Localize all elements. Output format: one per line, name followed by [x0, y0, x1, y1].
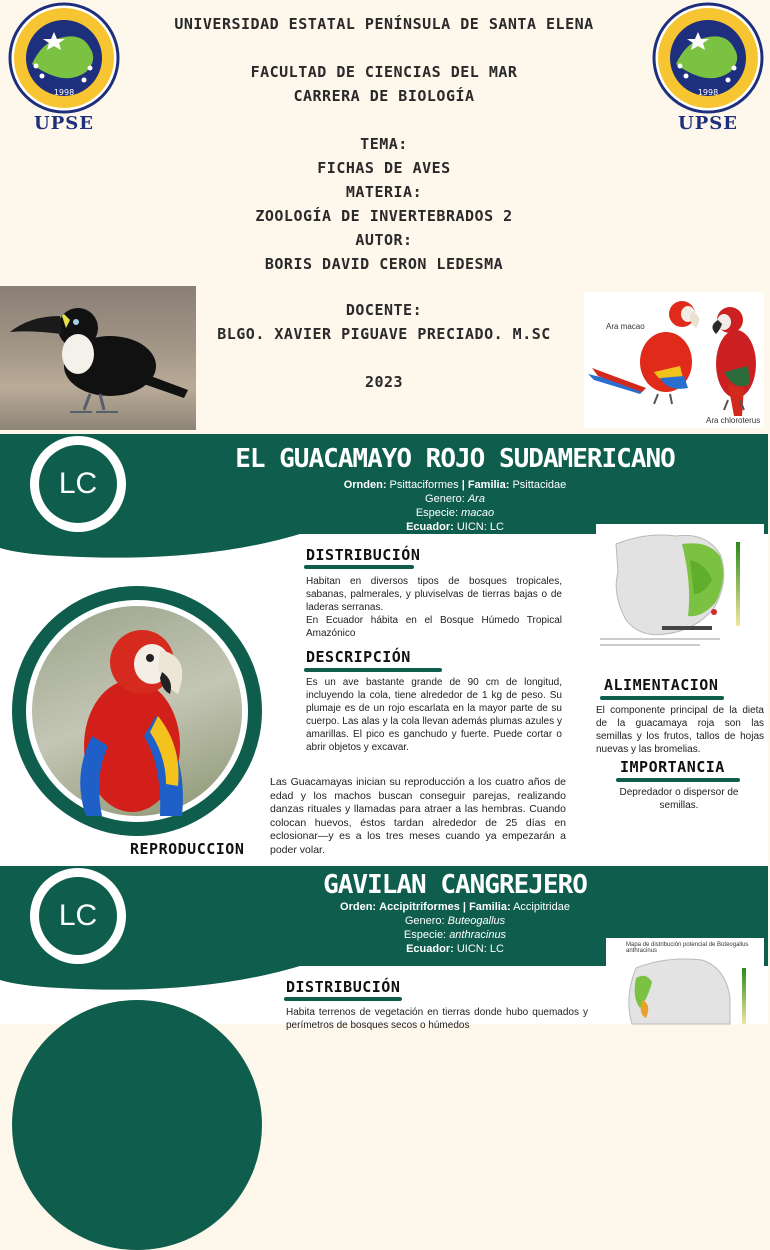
- ecuador-map-icon: [596, 524, 764, 662]
- familia-label: Familia:: [469, 901, 511, 913]
- ecuador-value: UICN: LC: [456, 943, 504, 955]
- ecuador-value: UICN: LC: [456, 521, 504, 533]
- upse-logo-text: UPSE: [678, 113, 738, 134]
- species2-title: GAVILAN CANGREJERO: [323, 870, 587, 900]
- species1-distribution-map: [596, 524, 764, 662]
- genero-value: Ara: [467, 493, 485, 505]
- especie-label: Especie:: [415, 507, 459, 519]
- autor-label: AUTOR:: [355, 231, 413, 249]
- species1-photo-frame: [12, 586, 262, 836]
- species1-photo: [32, 606, 242, 816]
- upse-seal-icon: [2, 2, 126, 114]
- status-label: LC: [39, 877, 117, 955]
- upse-logo-right: [646, 2, 770, 134]
- species2-status-badge: [30, 868, 126, 964]
- orden-value: Accipitriformes: [379, 901, 460, 913]
- species2-taxonomy: Orden: Accipitriformes | Familia: Accipitridae Genero: Buteogallus Especie: anthracinus Ecuador: UICN: LC: [340, 901, 570, 955]
- especie-label: Especie:: [403, 929, 447, 941]
- heading-underline: [600, 696, 724, 700]
- toucan-illustration: [0, 286, 196, 430]
- genero-label: Genero:: [404, 915, 445, 927]
- species1-alimentacion-heading: ALIMENTACION: [604, 676, 719, 694]
- upse-logo-left: [2, 2, 126, 134]
- species1-reproduccion-text: Las Guacamayas inician su reproducción a los cuatro años de edad y los machos buscan conseguir parejas, realizando danzas rituales y llamadas para atraer a las hembras. Cuando colocan huevos, éstos tardan alrededor de 25 días en eclosionar—y es a los tres meses cuando ya empezarán a poder volar.: [270, 776, 566, 856]
- materia-value: ZOOLOGÍA DE INVERTEBRADOS 2: [255, 207, 513, 225]
- species1-title: EL GUACAMAYO ROJO SUDAMERICANO: [235, 444, 675, 474]
- species1-distribucion-text2: En Ecuador hábita en el Bosque Húmedo Tropical Amazónico: [306, 615, 562, 639]
- species1-header-band: [0, 434, 768, 534]
- svg-text:1998: 1998: [697, 88, 719, 97]
- species1-taxonomy: Ornden: Psittaciformes | Familia: Psittacidae Genero: Ara Especie: macao Ecuador: UICN: LC: [343, 479, 567, 533]
- familia-label: Familia:: [467, 479, 510, 491]
- career-name: CARRERA DE BIOLOGÍA: [293, 87, 475, 105]
- species1-body: [0, 534, 768, 866]
- genero-value: Buteogallus: [447, 915, 506, 927]
- orden-value: Psittaciformes: [389, 479, 459, 491]
- tema-label: TEMA:: [360, 135, 408, 153]
- species1-importancia-text: Depredador o dispersor de semillas.: [619, 787, 739, 811]
- heading-underline: [304, 668, 442, 672]
- heading-underline: [616, 778, 740, 782]
- species2-map-caption: Mapa de distribución potencial de Buteogallus anthracinus: [626, 942, 749, 954]
- faculty-name: FACULTAD DE CIENCIAS DEL MAR: [250, 63, 518, 81]
- especie-value: anthracinus: [449, 929, 507, 941]
- docente-value: BLGO. XAVIER PIGUAVE PRECIADO. M.SC: [217, 325, 551, 343]
- toucan-photo: [0, 286, 196, 430]
- especie-value: macao: [461, 507, 495, 519]
- upse-logo-text: UPSE: [34, 113, 94, 134]
- species1-alimentacion-text: El componente principal de la dieta de la guacamaya roja son las semillas y los frutos, tallos de hojas nuevas y las bromelias.: [596, 705, 764, 755]
- ecuador-map-icon: [606, 938, 764, 1024]
- label-ara-chloroterus: Ara chloroterus: [706, 416, 761, 425]
- species1-reproduccion-heading: REPRODUCCION: [130, 840, 245, 858]
- svg-text:1998: 1998: [53, 88, 75, 97]
- status-label: LC: [39, 445, 117, 523]
- materia-label: MATERIA:: [345, 183, 423, 201]
- tema-value: FICHAS DE AVES: [317, 159, 451, 177]
- species2-distribucion-heading: DISTRIBUCIÓN: [286, 978, 401, 996]
- university-name: UNIVERSIDAD ESTATAL PENÍNSULA DE SANTA ELENA: [174, 15, 594, 33]
- species2-photo-frame: [12, 1000, 262, 1250]
- species1-status-badge: [30, 436, 126, 532]
- label-ara-macao: Ara macao: [606, 322, 645, 331]
- familia-value: Accipitridae: [513, 901, 570, 913]
- decorative-swoosh: [0, 534, 300, 574]
- cover-page: [0, 0, 768, 434]
- macaw-figure: [584, 292, 764, 428]
- autor-value: BORIS DAVID CERON LEDESMA: [264, 255, 504, 273]
- species1-descripcion-heading: DESCRIPCIÓN: [306, 648, 411, 666]
- species1-importancia-heading: IMPORTANCIA: [620, 758, 725, 776]
- heading-underline: [284, 997, 402, 1001]
- upse-seal-icon: [646, 2, 770, 114]
- docente-label: DOCENTE:: [345, 301, 423, 319]
- genero-label: Genero:: [425, 493, 465, 505]
- orden-label: Orden:: [340, 901, 377, 913]
- species1-descripcion-text: Es un ave bastante grande de 90 cm de longitud, incluyendo la cola, tiene alrededor de 1 kg de peso. Su plumaje es de un rojo escarlata en la mayor parte de su cuerpo. Las alas y la cola llevan además plumas azules y amarillas. El pico es ganchudo y fuerte. Puede cortar o abrir objetos y excavar.: [306, 677, 562, 753]
- species2-distribution-map: [606, 938, 764, 1024]
- ecuador-label: Ecuador:: [406, 521, 454, 533]
- heading-underline: [304, 565, 414, 569]
- cover-year: 2023: [364, 373, 404, 391]
- macaw-portrait: [32, 606, 242, 816]
- familia-value: Psittacidae: [512, 479, 567, 491]
- orden-label: Ornden:: [343, 479, 387, 491]
- species1-distribucion-heading: DISTRIBUCIÓN: [306, 546, 421, 564]
- ecuador-label: Ecuador:: [406, 943, 454, 955]
- species2-distribucion-text: Habita terrenos de vegetación en tierras donde hubo quemados y perímetros de bosques secos o húmedos: [286, 1007, 588, 1031]
- species1-distribucion-text: Habitan en diversos tipos de bosques tropicales, sabanas, palmerales, y pluviselvas de tierras bajas o de laderas serranas.: [306, 576, 562, 613]
- macaw-illustration: [584, 292, 764, 428]
